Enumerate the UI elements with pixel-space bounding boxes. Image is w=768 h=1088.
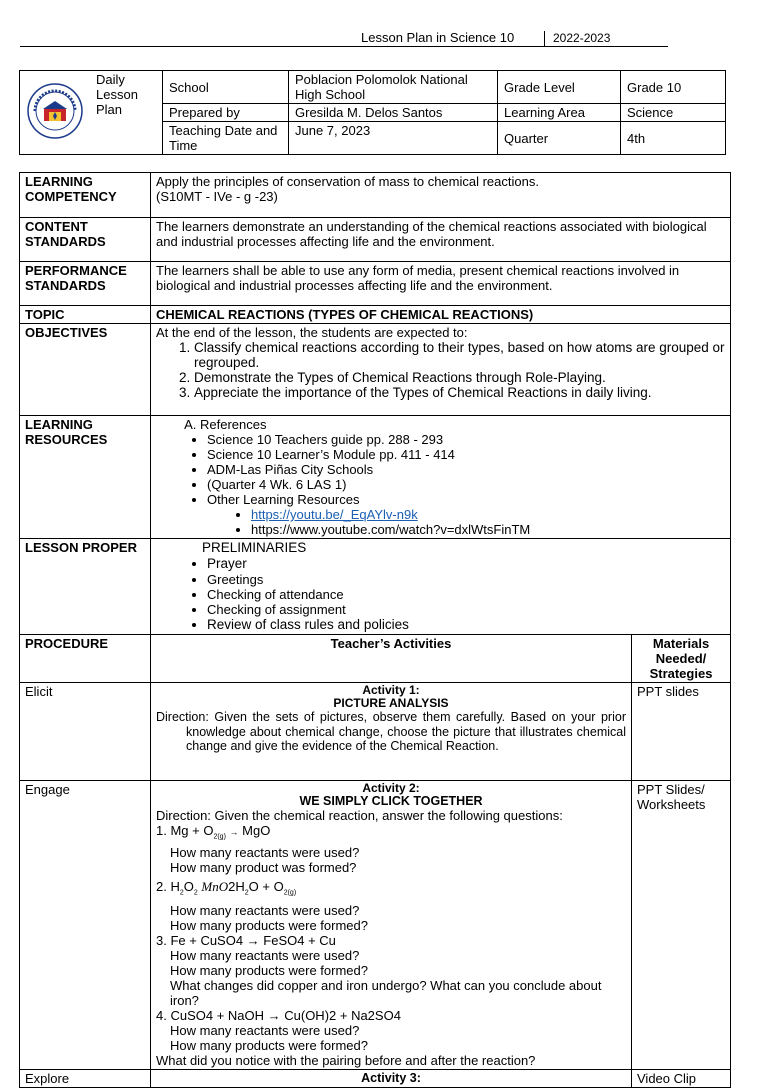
activity-direction: Direction: Given the chemical reaction, answer the following questions: xyxy=(156,808,563,823)
objectives-intro: At the end of the lesson, the students are expected to: xyxy=(156,325,468,340)
preliminary-item: • Prayer xyxy=(207,556,725,572)
deped-seal-cell xyxy=(20,71,91,155)
equation-2: 2. $H_2O_2$ $MnO2H_2O + O_{2(g)}$ xyxy=(156,878,297,897)
grade-level-value: Grade 10 xyxy=(621,71,726,104)
objective-item: 3. Appreciate the importance of the Types of Chemical Reactions in daily living. xyxy=(194,385,725,400)
page-header xyxy=(20,30,668,47)
question: How many products were formed? xyxy=(170,918,368,934)
preliminary-item: • Checking of attendance xyxy=(207,587,725,602)
question: How many reactants were used? xyxy=(170,903,360,919)
youtube-link[interactable]: https://youtu.be/_EqAYlv-n9k xyxy=(251,507,418,522)
competency-cell xyxy=(151,173,731,218)
question: How many reactants were used? xyxy=(170,948,360,964)
question: How many reactants were used? xyxy=(170,844,360,860)
preliminary-item: • Review of class rules and policies xyxy=(207,617,725,633)
topic-text: CHEMICAL REACTIONS (TYPES OF CHEMICAL REACTIONS) xyxy=(151,306,731,324)
reference-item: • Science 10 Teachers guide pp. 288 - 293 xyxy=(207,432,725,447)
procedure-label: PROCEDURE xyxy=(20,635,151,683)
header-year: 2022-2023 xyxy=(553,31,611,45)
objectives-cell xyxy=(151,324,731,416)
learning-area-label: Learning Area xyxy=(498,104,621,122)
lesson-table xyxy=(19,172,731,1088)
grade-level-label: Grade Level xyxy=(498,71,621,104)
school-label: School xyxy=(163,71,289,104)
resources-cell xyxy=(151,416,731,539)
preliminaries-cell xyxy=(151,539,731,635)
materials-header: Materials Needed/ Strategies xyxy=(632,635,731,683)
teacher-activities-header: Teacher’s Activities xyxy=(151,635,632,683)
teaching-date-value: June 7, 2023 xyxy=(289,122,498,155)
objectives-list xyxy=(156,340,725,400)
competency-code: (S10MT - IVe - g -23) xyxy=(156,189,278,204)
question: How many products were formed? xyxy=(170,1038,368,1054)
objectives-label: OBJECTIVES xyxy=(20,324,151,416)
competency-text: Apply the principles of conservation of mass to chemical reactions. xyxy=(156,174,539,189)
content-standards-text: The learners demonstrate an understanding of the chemical reactions associated with biological and industrial processes affecting life and the environment. xyxy=(151,218,731,262)
reference-item: • Other Learning Resources xyxy=(207,492,725,507)
catalyst-subscript: 2 xyxy=(228,878,236,894)
elicit-label: Elicit xyxy=(20,683,151,781)
explore-label: Explore xyxy=(20,1070,151,1088)
catalyst-label: MnO xyxy=(201,878,229,894)
prepared-by-value: Gresilda M. Delos Santos xyxy=(289,104,498,122)
equation-3: 3. Fe + CuSO4 → FeSO4 + Cu xyxy=(156,933,336,949)
engage-materials: PPT Slides/ Worksheets xyxy=(632,781,731,1070)
performance-standards-text: The learners shall be able to use any form of media, present chemical reactions involved in biological and industrial processes affecting life and the environment. xyxy=(151,262,731,306)
header-title: Lesson Plan in Science 10 xyxy=(361,30,515,45)
activity-number: Activity 1: xyxy=(362,683,420,697)
preliminaries-heading: PRELIMINARIES xyxy=(202,540,307,555)
teaching-date-label: Teaching Date and Time xyxy=(163,122,289,155)
resources-label: LEARNING RESOURCES xyxy=(20,416,151,539)
equation-4: 4. CuSO4 + NaOH → Cu(OH)2 + Na2SO4 xyxy=(156,1008,401,1024)
topic-label: TOPIC xyxy=(20,306,151,324)
activity-title: WE SIMPLY CLICK TOGETHER xyxy=(299,794,483,808)
engage-cell xyxy=(151,781,632,1070)
activity-number: Activity 2: xyxy=(362,781,420,795)
preliminary-item: • Checking of assignment xyxy=(207,602,725,617)
info-table xyxy=(19,70,726,155)
objective-item: 1. Classify chemical reactions according to their types, based on how atoms are grouped or regrouped. xyxy=(194,340,725,370)
quarter-label: Quarter xyxy=(498,122,621,155)
elicit-materials: PPT slides xyxy=(632,683,731,781)
question: How many products were formed? xyxy=(170,963,368,979)
preliminary-item: • Greetings xyxy=(207,572,725,587)
reference-item: • (Quarter 4 Wk. 6 LAS 1) xyxy=(207,477,725,492)
references-list xyxy=(156,432,725,507)
lesson-proper-label: LESSON PROPER xyxy=(20,539,151,635)
quarter-value: 4th xyxy=(621,122,726,155)
explore-activity: Activity 3: xyxy=(151,1070,632,1088)
references-heading: A. References xyxy=(200,417,725,432)
youtube-link: https://www.youtube.com/watch?v=dxlWtsFinTM xyxy=(251,522,531,537)
elicit-cell xyxy=(151,683,632,781)
question: What changes did copper and iron undergo? What can you conclude about iron? xyxy=(170,978,602,1009)
deped-seal-icon xyxy=(27,83,83,139)
activity-title: PICTURE ANALYSIS xyxy=(333,696,449,710)
content-standards-label: CONTENT STANDARDS xyxy=(20,218,151,262)
explore-materials: Video Clip xyxy=(632,1070,731,1088)
reference-item: • ADM-Las Piñas City Schools xyxy=(207,462,725,477)
equation-1: 1. $Mg + O_{2(g)}$ → MgO xyxy=(156,823,271,841)
engage-label: Engage xyxy=(20,781,151,1070)
objective-item: 2. Demonstrate the Types of Chemical Reactions through Role-Playing. xyxy=(194,370,725,385)
question: How many reactants were used? xyxy=(170,1023,360,1039)
daily-lesson-plan-label: Daily Lesson Plan xyxy=(90,71,163,155)
competency-label: LEARNING COMPETENCY xyxy=(20,173,151,218)
links-list xyxy=(156,507,725,537)
performance-standards-label: PERFORMANCE STANDARDS xyxy=(20,262,151,306)
preliminaries-list xyxy=(156,556,725,633)
activity-direction: Direction: Given the sets of pictures, observe them carefully. Based on your prior knowledge about chemical change, choose the picture that illustrates chemical change and give the evidence of the Chemical Reaction. xyxy=(156,710,626,753)
prepared-by-label: Prepared by xyxy=(163,104,289,122)
school-value: Poblacion Polomolok National High School xyxy=(289,71,498,104)
reference-item: • Science 10 Learner’s Module pp. 411 - 414 xyxy=(207,447,725,462)
header-separator xyxy=(544,31,545,46)
closing-question: What did you notice with the pairing before and after the reaction? xyxy=(156,1053,536,1069)
question: How many product was formed? xyxy=(170,859,357,875)
learning-area-value: Science xyxy=(621,104,726,122)
